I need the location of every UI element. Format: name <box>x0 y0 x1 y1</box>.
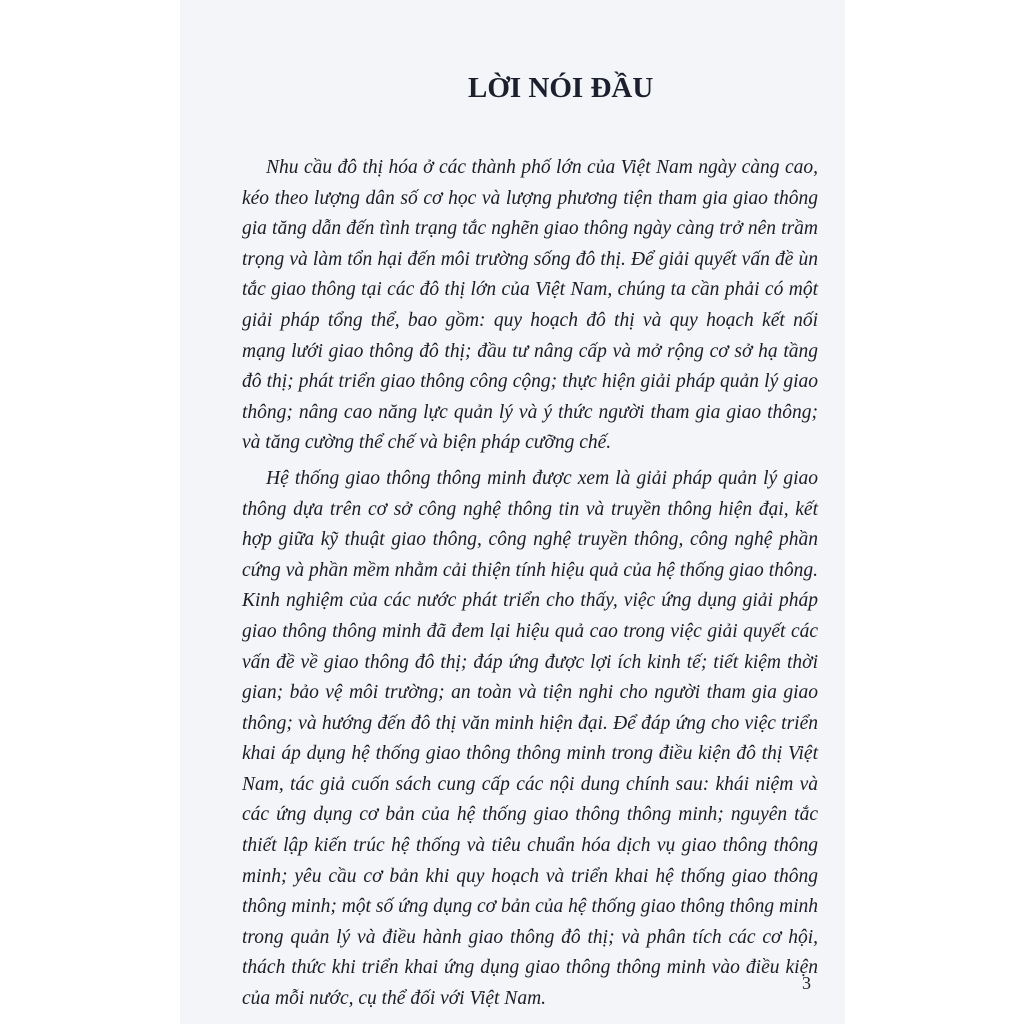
paragraph-1: Nhu cầu đô thị hóa ở các thành phố lớn của Việt Nam ngày càng cao, kéo theo lượng dân số cơ học và lượng phương tiện tham gia giao thông gia tăng dẫn đến tình trạng tắc nghẽn giao thông ngày càng trở nên trầm trọng và làm tổn hại đến môi trường sống đô thị. Để giải quyết vấn đề ùn tắc giao thông tại các đô thị lớn của Việt Nam, chúng ta cần phải có một giải pháp tổng thể, bao gồm: quy hoạch đô thị và quy hoạch kết nối mạng lưới giao thông đô thị; đầu tư nâng cấp và mở rộng cơ sở hạ tầng đô thị; phát triển giao thông công cộng; thực hiện giải pháp quản lý giao thông; nâng cao năng lực quản lý và ý thức người tham gia giao thông; và tăng cường thể chế và biện pháp cưỡng chế. <box>242 157 818 454</box>
paragraph-2: Hệ thống giao thông thông minh được xem là giải pháp quản lý giao thông dựa trên cơ sở công nghệ thông tin và truyền thông hiện đại, kết hợp giữa kỹ thuật giao thông, công nghệ truyền thông, công nghệ phần cứng và phần mềm nhằm cải thiện tính hiệu quả của hệ thống giao thông. Kinh nghiệm của các nước phát triển cho thấy, việc ứng dụng giải pháp giao thông thông minh đã đem lại hiệu quả cao trong việc giải quyết các vấn đề về giao thông đô thị; đáp ứng được lợi ích kinh tế; tiết kiệm thời gian; bảo vệ môi trường; an toàn và tiện nghi cho người tham gia giao thông; và hướng đến đô thị văn minh hiện đại. Để đáp ứng cho việc triển khai áp dụng hệ thống giao thông thông minh trong điều kiện đô thị Việt Nam, tác giả cuốn sách cung cấp các nội dung chính sau: khái niệm và các ứng dụng cơ bản của hệ thống giao thông thông minh; nguyên tắc thiết lập kiến trúc hệ thống và tiêu chuẩn hóa dịch vụ giao thông thông minh; yêu cầu cơ bản khi quy hoạch và triển khai hệ thống giao thông thông minh; một số ứng dụng cơ bản của hệ thống giao thông thông minh trong quản lý và điều hành giao thông đô thị; và phân tích các cơ hội, thách thức khi triển khai ứng dụng giao thông thông minh vào điều kiện của mỗi nước, cụ thể đối với Việt Nam. <box>242 467 818 1010</box>
preface-body <box>242 153 818 1015</box>
page-title: LỜI NÓI ĐẦU <box>468 72 654 104</box>
page-number: 3 <box>802 973 811 993</box>
